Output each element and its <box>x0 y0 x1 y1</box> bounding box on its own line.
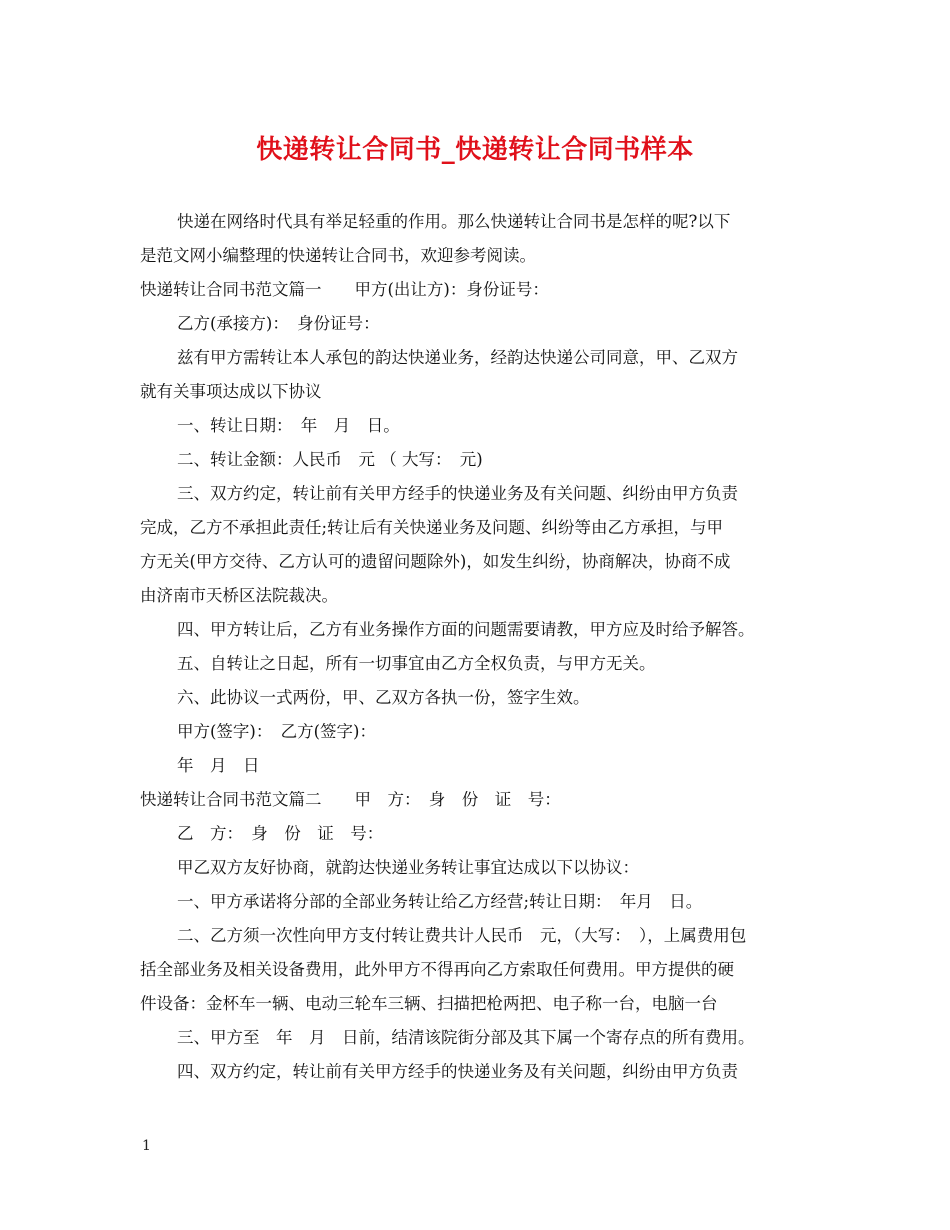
text-line: 兹有甲方需转让本人承包的韵达快递业务，经韵达快递公司同意，甲、乙双方 <box>177 348 738 367</box>
text-line: 快递转让合同书范文篇一 甲方(出让方)：身份证号： <box>140 280 549 299</box>
text-line: 一、甲方承诺将分部的全部业务转让给乙方经营;转让日期： 年月 日。 <box>177 892 703 911</box>
document-body <box>140 205 820 1089</box>
text-line: 甲乙双方友好协商，就韵达快递业务转让事宜达成以下以协议： <box>177 858 639 877</box>
text-line: 就有关事项达成以下协议 <box>140 382 322 401</box>
text-line: 四、双方约定，转让前有关甲方经手的快递业务及有关问题，纠纷由甲方负责 <box>177 1062 738 1081</box>
text-line: 乙方(承接方)： 身份证号： <box>177 314 380 333</box>
text-line: 年 月 日 <box>177 756 260 775</box>
text-line: 方无关(甲方交待、乙方认可的遗留问题除外)，如发生纠纷，协商解决，协商不成 <box>140 552 731 571</box>
text-line: 三、双方约定，转让前有关甲方经手的快递业务及有关问题、纠纷由甲方负责 <box>177 484 738 503</box>
text-line: 甲方(签字)： 乙方(签字)： <box>177 722 376 741</box>
text-line: 五、自转让之日起，所有一切事宜由乙方全权负责，与甲方无关。 <box>177 654 656 673</box>
page-number: 1 <box>142 1138 151 1154</box>
text-line: 二、转让金额：人民币 元 （ 大写： 元) <box>177 450 483 469</box>
text-line: 快递转让合同书范文篇二 甲 方： 身 份 证 号： <box>140 790 561 809</box>
document-title: 快递转让合同书_快递转让合同书样本 <box>256 135 694 165</box>
text-line: 乙 方： 身 份 证 号： <box>177 824 384 843</box>
text-line: 由济南市天桥区法院裁决。 <box>140 586 338 605</box>
text-line: 括全部业务及相关设备费用，此外甲方不得再向乙方索取任何费用。甲方提供的硬 <box>140 960 734 979</box>
text-line: 六、此协议一式两份，甲、乙双方各执一份，签字生效。 <box>177 688 590 707</box>
text-line: 二、乙方须一次性向甲方支付转让费共计人民币 元，（大写： ），上属费用包 <box>177 926 747 945</box>
text-line: 件设备：金杯车一辆、电动三轮车三辆、扫描把枪两把、电子称一台，电脑一台 <box>140 994 718 1013</box>
text-line: 一、转让日期： 年 月 日。 <box>177 416 400 435</box>
text-line: 快递在网络时代具有举足轻重的作用。那么快递转让合同书是怎样的呢?以下 <box>177 212 731 231</box>
text-line: 完成，乙方不承担此责任;转让后有关快递业务及问题、纠纷等由乙方承担，与甲 <box>140 518 724 537</box>
text-line: 三、甲方至 年 月 日前，结清该院街分部及其下属一个寄存点的所有费用。 <box>177 1028 755 1047</box>
text-line: 四、甲方转让后，乙方有业务操作方面的问题需要请教，甲方应及时给予解答。 <box>177 620 755 639</box>
text-line: 是范文网小编整理的快递转让合同书，欢迎参考阅读。 <box>140 246 536 265</box>
